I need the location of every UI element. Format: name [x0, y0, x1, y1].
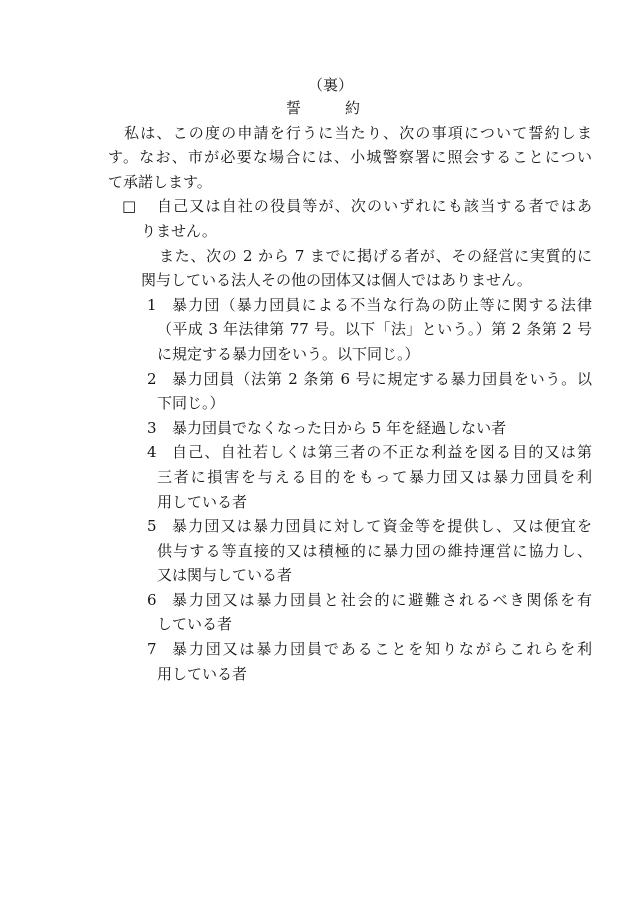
item-text: 暴力団（暴力団員による不当な行為の防止等に関する法律 — [172, 295, 592, 314]
item-line — [147, 367, 592, 392]
pledge-section — [122, 194, 592, 686]
item-line: に規定する暴力団をいう。以下同じ。） — [157, 344, 420, 363]
intro-line: 私は、この度の申請を行うに当たり、次の事項について誓約しま — [124, 123, 592, 142]
document-body — [108, 75, 592, 686]
item-line: 用している者 — [157, 664, 248, 683]
document-title: 誓約 — [286, 99, 405, 117]
item-number: 1 — [147, 295, 157, 314]
item-line: （平成 3 年法律第 77 号。以下「法」という。）第 2 条第 2 号 — [157, 320, 592, 339]
item-number: 4 — [147, 443, 157, 462]
list-item — [147, 514, 592, 588]
list-item — [147, 637, 592, 686]
additional-line: また、次の 2 から 7 までに掲げる者が、その経営に実質的に — [159, 246, 592, 265]
item-line — [147, 293, 592, 318]
list-item — [147, 440, 592, 514]
list-item — [147, 588, 592, 637]
item-line: している者 — [157, 615, 233, 634]
intro-paragraph — [108, 121, 592, 195]
pledge-line: りません。 — [141, 221, 217, 240]
list-item — [147, 367, 592, 416]
item-text: 暴力団又は暴力団員と社会的に避難されるべき関係を有 — [172, 590, 592, 609]
additional-line: 関与している法人その他の団体又は個人ではありません。 — [141, 271, 532, 290]
item-text: 自己、自社若しくは第三者の不正な利益を図る目的又は第 — [172, 443, 592, 462]
item-line — [147, 514, 592, 539]
item-number: 2 — [147, 369, 157, 388]
disqualification-list — [147, 293, 592, 687]
item-line: 供与する等直接的又は積極的に暴力団の維持運営に協力し、 — [157, 541, 592, 560]
item-text: 暴力団又は暴力団員であることを知りながらこれらを利 — [172, 640, 592, 659]
item-number: 7 — [147, 640, 157, 659]
item-line — [147, 416, 592, 441]
back-side-label: （裏） — [308, 76, 354, 94]
item-number: 5 — [147, 517, 157, 536]
item-line — [147, 637, 592, 662]
list-item — [147, 293, 592, 367]
item-number: 3 — [147, 418, 157, 437]
checkbox-icon: □ — [122, 197, 137, 216]
item-line: 三者に損害を与える目的をもって暴力団又は暴力団員を利 — [157, 467, 592, 486]
item-line — [147, 588, 592, 613]
item-line: 下同じ。） — [157, 394, 225, 413]
intro-line: て承諾します。 — [108, 172, 212, 191]
item-text: 暴力団員（法第 2 条第 6 号に規定する暴力団員をいう。以 — [172, 369, 592, 388]
item-text: 暴力団員でなくなった日から 5 年を経過しない者 — [172, 418, 507, 437]
item-number: 6 — [147, 590, 157, 609]
item-line: 用している者 — [157, 492, 248, 511]
item-line: 又は関与している者 — [157, 566, 293, 585]
item-line — [147, 440, 592, 465]
list-item — [147, 416, 592, 441]
intro-line: す。なお、市が必要な場合には、小城警察署に照会することについ — [108, 148, 592, 167]
pledge-text: 自己又は自社の役員等が、次のいずれにも該当する者ではあ — [157, 197, 592, 216]
item-text: 暴力団又は暴力団員に対して資金等を提供し、又は便宜を — [172, 517, 592, 536]
pledge-line — [122, 194, 592, 219]
